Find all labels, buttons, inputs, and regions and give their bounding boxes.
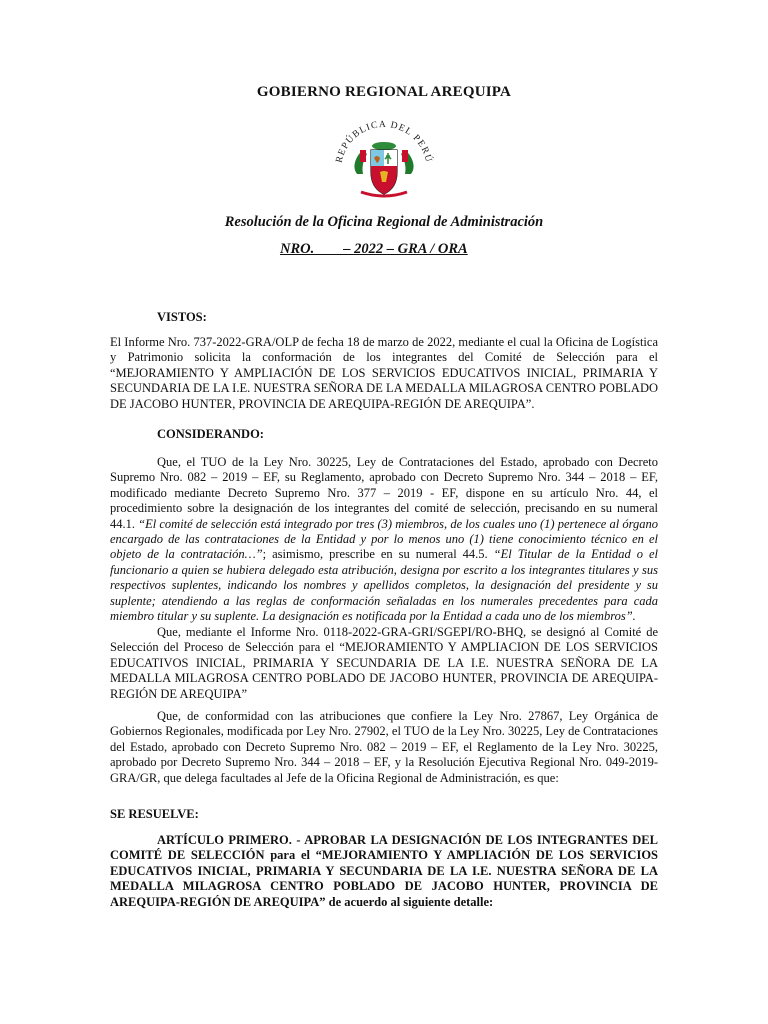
quoted-article-44-1: “El comité de selección está integrado por tres (3) miembros, de los cuales uno (1) pertenece al órgano encargado de las contrataciones de la Entidad y por lo menos uno (1) tiene conocimiento técnico en el objeto de la contratación…” bbox=[110, 516, 658, 562]
se-resuelve-heading: SE RESUELVE: bbox=[110, 807, 199, 821]
considerando-paragraph-2: Que, mediante el Informe Nro. 0118-2022-GRA-GRI/SGEPI/RO-BHQ, se designó al Comité de Selección del Proceso de Selección para el “MEJORAMIENTO Y AMPLIACION DE LOS SERVICIOS EDUCATIVOS INICIAL, PRIMARIA Y SECUNDARIA DE LA I.E. NUESTRA SEÑORA DE LA MEDALLA MILAGROSA CENTRO POBLADO DE JACOBO HUNTER, PROVINCIA DE AREQUIPA-REGIÓN DE AREQUIPA” bbox=[110, 625, 658, 701]
resolution-number: NRO. – 2022 – GRA / ORA bbox=[280, 241, 468, 257]
quoted-article-44-5: “El Titular de la Entidad o el funcionario a quien se hubiera delegado esta atribución, designa por escrito a los integrantes titulares y sus respectivos suplentes, indicando los nombres y apellidos completos, la designación del presidente y su suplente; atendiendo a las reglas de conformación señaladas en los numerales precedentes para cada miembro titular y su suplente. La designación es notificada por la Entidad a cada uno de los miembros”. bbox=[110, 547, 658, 624]
paragraph-text: Que, el TUO de la Ley Nro. 30225, Ley de Contrataciones del Estado, aprobado con Decreto Supremo Nro. 082 – 2019 – EF, su Reglamento, aprobado con Decreto Supremo Nro. 344 – 2018 – EF, modificado mediante Decreto Supremo Nro. 377 – 2019 - EF, dispone en su artículo Nro. 44, el procedimiento sobre la designación de los integrantes del comité de selección, precisando en su numeral 44.1. bbox=[110, 455, 658, 531]
considerando-paragraph-1 bbox=[110, 455, 658, 624]
government-title: GOBIERNO REGIONAL AREQUIPA bbox=[256, 84, 512, 100]
considerando-heading: CONSIDERANDO: bbox=[157, 427, 264, 441]
articulo-primero: ARTÍCULO PRIMERO. - APROBAR LA DESIGNACIÓN DE LOS INTEGRANTES DEL COMITÉ DE SELECCIÓN para el “MEJORAMIENTO Y AMPLIACIÓN DE LOS SERVICIOS EDUCATIVOS INICIAL, PRIMARIA Y SECUNDARIA DE LA I.E. NUESTRA SEÑORA DE LA MEDALLA MILAGROSA CENTRO POBLADO DE JACOBO HUNTER, PROVINCIA DE AREQUIPA-REGIÓN DE AREQUIPA” de acuerdo al siguiente detalle: bbox=[110, 833, 658, 909]
resolution-title: Resolución de la Oficina Regional de Administración bbox=[224, 214, 544, 230]
peru-coat-of-arms-icon bbox=[327, 112, 441, 206]
considerando-paragraph-3: Que, de conformidad con las atribuciones que confiere la Ley Nro. 27867, Ley Orgánica de Gobiernos Regionales, modificada por Ley Nro. 27902, el TUO de la Ley Nro. 30225, Ley de Contrataciones del Estado, aprobado con Decreto Supremo Nro. 082 – 2019 – EF, el Reglamento de la Ley Nro. 30225, aprobado por Decreto Supremo Nro. 344 – 2018 – EF, y la Resolución Ejecutiva Regional Nro. 049-2019-GRA/GR, que delega facultades al Jefe de la Oficina Regional de Administración, es que: bbox=[110, 709, 658, 785]
vistos-paragraph: El Informe Nro. 737-2022-GRA/OLP de fecha 18 de marzo de 2022, mediante el cual la Oficina de Logística y Patrimonio solicita la conformación de los integrantes del Comité de Selección para el “MEJORAMIENTO Y AMPLIACIÓN DE LOS SERVICIOS EDUCATIVOS INICIAL, PRIMARIA Y SECUNDARIA DE LA I.E. NUESTRA SEÑORA DE LA MEDALLA MILAGROSA CENTRO POBLADO DE JACOBO HUNTER, PROVINCIA DE AREQUIPA-REGIÓN DE AREQUIPA”. bbox=[110, 335, 658, 411]
vistos-heading: VISTOS: bbox=[157, 310, 207, 324]
seal-text: REPÚBLICA DEL PERÚ bbox=[334, 119, 434, 164]
paragraph-text: ; asimismo, prescribe en su numeral 44.5. bbox=[262, 547, 494, 562]
